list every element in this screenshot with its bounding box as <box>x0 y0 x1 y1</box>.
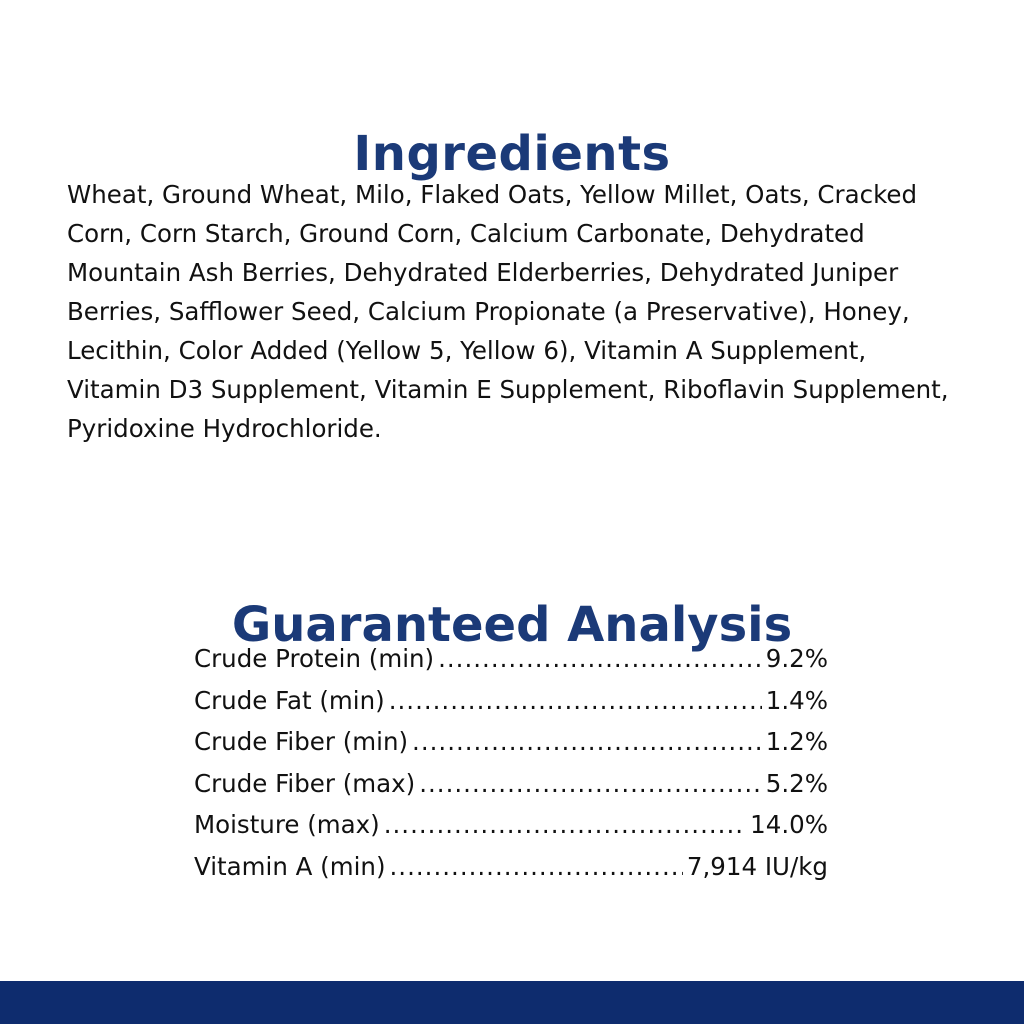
bottom-color-band <box>0 981 1024 1024</box>
analysis-label: Crude Fiber (min) <box>194 727 409 756</box>
analysis-label: Crude Fiber (max) <box>194 768 416 798</box>
analysis-value: 1.2% <box>765 727 828 756</box>
dot-leader <box>419 763 762 805</box>
analysis-row-crude-fat <box>194 680 828 722</box>
analysis-value: 7,914 IU/kg <box>686 851 828 881</box>
analysis-value: 9.2% <box>765 644 828 673</box>
analysis-row-moisture <box>194 804 828 846</box>
analysis-row-crude-fiber-min <box>194 721 828 763</box>
analysis-label: Crude Fat (min) <box>194 685 385 715</box>
dot-leader <box>384 804 746 846</box>
analysis-label: Vitamin A (min) <box>194 851 386 881</box>
ingredients-list: Wheat, Ground Wheat, Milo, Flaked Oats, Yellow Millet, Oats, Cracked Corn, Corn Starch, Ground Corn, Calcium Carbonate, Dehydrated Mountain Ash Berries, Dehydrated Elderberries, Dehydrated Juniper Berries, Safflower Seed, Calcium Propionate (a Preservative), Honey, Lecithin, Color Added (Yellow 5, Yellow 6), Vitamin A Supplement, Vitamin D3 Supplement, Vitamin E Supplement, Riboflavin Supplement, Pyridoxine Hydrochloride. <box>67 180 949 443</box>
analysis-row-vitamin-a <box>194 846 828 888</box>
dot-leader <box>412 721 762 763</box>
analysis-row-crude-fiber-max <box>194 763 828 805</box>
analysis-label: Moisture (max) <box>194 810 380 839</box>
dot-leader <box>390 846 683 888</box>
ingredients-heading: Ingredients <box>353 126 671 183</box>
dot-leader <box>438 638 762 680</box>
analysis-value: 5.2% <box>765 768 828 798</box>
analysis-label: Crude Protein (min) <box>194 644 435 673</box>
analysis-row-crude-protein <box>194 638 828 680</box>
guaranteed-analysis-heading: Guaranteed Analysis <box>231 596 793 653</box>
dot-leader <box>389 680 762 722</box>
analysis-value: 14.0% <box>750 810 828 839</box>
guaranteed-analysis-table <box>194 638 828 887</box>
analysis-value: 1.4% <box>765 685 828 715</box>
